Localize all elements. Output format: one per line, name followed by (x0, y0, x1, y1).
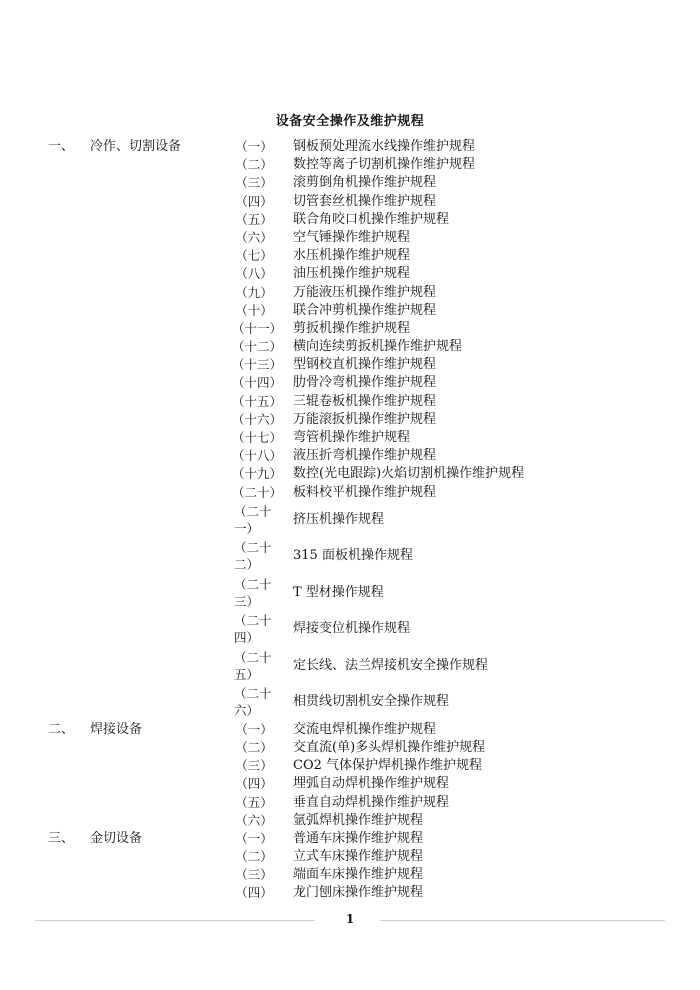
toc-row (0, 374, 700, 392)
toc-row (0, 447, 700, 465)
toc-row (0, 739, 700, 757)
item-label: 挤压机操作规程 (293, 511, 385, 527)
item-number: （五） (235, 211, 273, 227)
item-label: 肋骨冷弯机操作维护规程 (293, 375, 437, 391)
item-number: （六） (235, 812, 273, 828)
toc-row (0, 884, 700, 902)
toc-row (0, 356, 700, 374)
toc-row (0, 429, 700, 447)
section-name: 冷作、切割设备 (90, 139, 182, 154)
item-number: （十一） (232, 320, 283, 336)
item-label: 氩弧焊机操作维护规程 (293, 812, 424, 828)
item-label: 钢板预处理流水线操作维护规程 (293, 139, 476, 154)
item-number: （二十二） (234, 540, 272, 573)
item-number: （八） (235, 266, 273, 282)
item-label: 端面车床操作维护规程 (293, 867, 424, 883)
toc-row (0, 211, 700, 229)
item-label: 板料校平机操作维护规程 (293, 484, 437, 500)
table-of-contents (0, 138, 700, 903)
item-number: （十七） (232, 430, 283, 445)
item-label: 相贯线切割机安全操作规程 (293, 694, 450, 710)
item-number: （二十） (232, 484, 283, 500)
item-number: （十八） (232, 448, 283, 464)
item-label: 横向连续剪扳机操作维护规程 (293, 339, 463, 355)
item-number: （六） (235, 229, 273, 245)
item-label: T 型材操作规程 (293, 584, 384, 600)
item-number: （十） (235, 302, 273, 318)
item-number: （九） (235, 284, 273, 300)
item-label: 水压机操作维护规程 (293, 248, 411, 264)
toc-row (0, 284, 700, 302)
item-label: 三辊卷板机操作维护规程 (293, 393, 437, 409)
item-number: （二） (235, 849, 273, 865)
item-number: （十二） (232, 339, 283, 355)
item-label: CO2 气体保护焊机操作维护规程 (293, 758, 483, 774)
item-number: （四） (235, 885, 273, 901)
toc-row (0, 484, 700, 502)
item-label: 垂直自动焊机操作维护规程 (293, 794, 450, 810)
item-number: （十三） (232, 357, 283, 373)
item-number: （二） (235, 739, 273, 755)
item-number: （二十五） (234, 649, 272, 682)
item-label: 315 面板机操作规程 (293, 548, 413, 564)
item-label: 空气锤操作维护规程 (293, 229, 411, 245)
toc-row (0, 794, 700, 812)
page-number: 1 (345, 912, 355, 926)
toc-row (0, 684, 700, 721)
section-name: 焊接设备 (90, 721, 143, 737)
item-number: （一） (235, 139, 273, 154)
item-label: 交直流(单)多头焊机操作维护规程 (293, 739, 486, 755)
item-label: 型钢校直机操作维护规程 (293, 357, 437, 373)
item-label: 交流电焊机操作维护规程 (293, 721, 437, 737)
document-title: 设备安全操作及维护规程 (275, 114, 425, 129)
toc-row (0, 502, 700, 539)
footer-divider-right (380, 920, 665, 921)
item-label: 数控(光电跟踪)火焰切割机操作维护规程 (293, 466, 525, 482)
item-number: （二十四） (234, 613, 272, 646)
item-number: （五） (235, 794, 273, 810)
item-number: （四） (235, 193, 273, 209)
toc-row (0, 138, 700, 156)
item-label: 立式车床操作维护规程 (293, 849, 424, 865)
section-number: 二、 (48, 721, 75, 737)
item-number: （十六） (232, 411, 283, 427)
toc-row (0, 848, 700, 866)
item-label: 联合冲剪机操作维护规程 (293, 302, 437, 318)
toc-row (0, 411, 700, 429)
item-number: （三） (235, 758, 273, 774)
item-label: 龙门刨床操作维护规程 (293, 885, 424, 901)
item-label: 切管套丝机操作维护规程 (293, 193, 437, 209)
toc-row (0, 775, 700, 793)
toc-row (0, 538, 700, 575)
toc-row (0, 757, 700, 775)
toc-row (0, 265, 700, 283)
section-number: 一、 (48, 139, 75, 154)
section-number: 三、 (48, 830, 75, 846)
item-label: 数控等离子切割机操作维护规程 (293, 157, 476, 173)
item-number: （三） (235, 867, 273, 883)
item-label: 万能液压机操作维护规程 (293, 284, 437, 300)
item-number: （二） (235, 157, 273, 173)
item-number: （十五） (232, 393, 283, 409)
toc-row (0, 866, 700, 884)
item-label: 万能滚扳机操作维护规程 (293, 411, 437, 427)
item-number: （一） (235, 721, 273, 737)
item-number: （二十三） (234, 576, 272, 609)
toc-row (0, 393, 700, 411)
toc-row (0, 229, 700, 247)
toc-row (0, 320, 700, 338)
item-label: 定长线、法兰焊接机安全操作规程 (293, 657, 489, 673)
item-label: 油压机操作维护规程 (293, 266, 411, 282)
item-number: （四） (235, 776, 273, 792)
toc-row (0, 721, 700, 739)
toc-row (0, 247, 700, 265)
item-label: 联合角咬口机操作维护规程 (293, 211, 450, 227)
item-number: （十四） (232, 375, 283, 391)
item-number: （十九） (232, 466, 283, 482)
toc-row (0, 812, 700, 830)
item-label: 滚剪倒角机操作维护规程 (293, 175, 437, 191)
item-number: （三） (235, 175, 273, 191)
toc-row (0, 193, 700, 211)
item-label: 普通车床操作维护规程 (293, 830, 424, 846)
toc-row (0, 156, 700, 174)
item-label: 埋弧自动焊机操作维护规程 (293, 776, 450, 792)
toc-row (0, 611, 700, 648)
toc-row (0, 575, 700, 612)
item-number: （七） (235, 248, 273, 264)
toc-row (0, 648, 700, 685)
section-name: 金切设备 (90, 830, 143, 846)
toc-row (0, 174, 700, 192)
item-label: 焊接变位机操作规程 (293, 621, 411, 637)
item-label: 剪扳机操作维护规程 (293, 320, 411, 336)
toc-row (0, 830, 700, 848)
item-label: 液压折弯机操作维护规程 (293, 448, 437, 464)
item-number: （二十六） (234, 686, 272, 719)
toc-row (0, 302, 700, 320)
toc-row (0, 465, 700, 483)
item-number: （二十一） (234, 503, 272, 536)
item-label: 弯管机操作维护规程 (293, 430, 411, 445)
toc-row (0, 338, 700, 356)
item-number: （一） (235, 830, 273, 846)
